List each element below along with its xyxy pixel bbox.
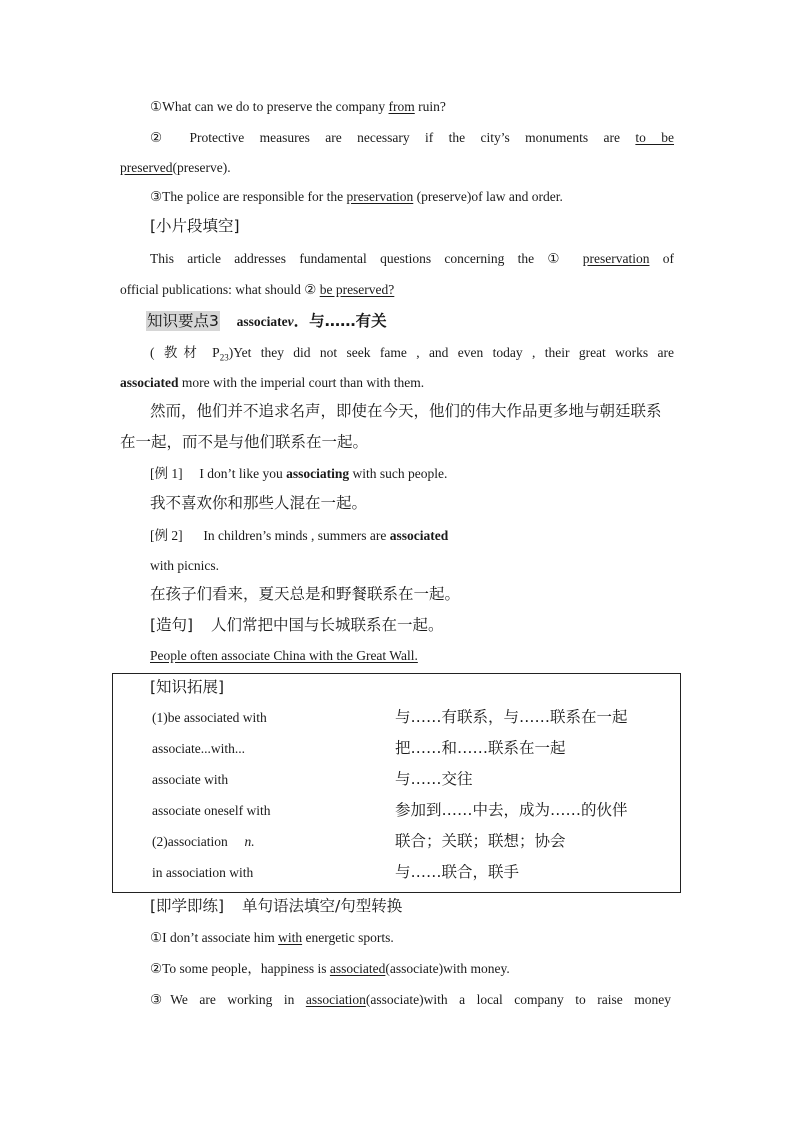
exercise-3 [150,188,563,206]
example-label: [例 1] [150,466,183,481]
make-sentence-answer: People often associate China with the Great Wall. [150,648,418,663]
practice-q3 [150,991,671,1009]
quote-source: ( 教材 P [150,345,220,360]
question-text: (associate)with a local company to raise money [365,992,672,1007]
answer-blank: from [388,99,415,114]
question-text: ①I don’t associate him [150,930,275,945]
exercise-text: ② Protective measures are necessary if the city’s monuments are [150,130,620,145]
fill-paragraph-label: [小片段填空] [150,217,240,235]
exercise-text: (preserve)of law and order. [416,189,563,204]
expansion-row-1-zh: 与……有联系，与……联系在一起 [395,708,628,726]
example-label: [例 2] [150,528,183,543]
make-sentence [150,616,444,634]
make-sentence-prompt: 人们常把中国与长城联系在一起。 [210,616,444,634]
expansion-row-6-en: in association with [152,865,254,880]
keyword-bold: associated [120,375,179,390]
keyword-bold: associating [286,466,350,481]
exercise-text: (preserve). [172,160,231,175]
expansion-row-3-zh: 与……交往 [395,770,473,788]
expansion-row-1-en: (1)be associated with [152,710,267,725]
expansion-row-3-en: associate with [152,772,229,787]
answer-blank: be preserved? [319,282,395,297]
textbook-quote-line2 [120,374,424,392]
point-tag: 知识要点3 [147,312,219,330]
expansion-row-6-zh: 与……联合，联手 [395,863,520,881]
exercise-text: ③The police are responsible for the [150,189,344,204]
translation-line2: 在一起，而不是与他们联系在一起。 [120,433,369,451]
quote-text: )Yet they did not seek fame , and even today , their great works are [228,345,674,360]
practice-title: [即学即练] [150,897,225,915]
example-text: I don’t like you [199,466,283,481]
exercise-2-line1 [150,129,674,147]
answer-blank: associated [329,961,386,976]
expansion-row-5-en [152,833,255,851]
question-text: (associate)with money. [385,961,510,976]
exercise-text: ①What can we do to preserve the company [150,99,386,114]
expansion-row-4-en: associate oneself with [152,803,271,818]
answer-blank: association [305,992,366,1007]
expansion-row-4-zh: 参加到……中去，成为……的伙伴 [395,801,628,819]
translation-line1: 然而，他们并不追求名声，即使在今天，他们的伟大作品更多地与朝廷联系 [150,402,662,420]
exercise-2-line2 [120,159,231,177]
answer-blank: preservation [346,189,414,204]
point-word: associate [236,314,288,329]
question-text: ③We are working in [150,992,295,1007]
textbook-quote-line1 [150,344,674,367]
paragraph-text: This article addresses fundamental questions concerning the ① [150,251,570,266]
expansion-row-5-zh: 联合；关联；联想；协会 [395,832,566,850]
make-sentence-label: [造句] [150,616,194,634]
part-of-speech: n. [244,834,255,849]
example-2-line2: with picnics. [150,558,219,573]
expansion-row-2-en: associate...with... [152,741,245,756]
answer-blank: preserved [120,160,173,175]
expansion-title: [知识拓展] [150,678,225,696]
example-1 [150,465,447,483]
point-pos: v [287,314,294,329]
example-2-translation: 在孩子们看来，夏天总是和野餐联系在一起。 [150,585,461,603]
quote-text: more with the imperial court than with them. [181,375,425,390]
question-text: ②To some people，happiness is [150,961,327,976]
paragraph-text: of [662,251,675,266]
answer-blank: preservation [582,251,650,266]
point-meaning: ．与……有关 [293,312,387,330]
fill-paragraph-line1 [150,250,674,268]
answer-blank: to be [635,130,675,145]
practice-heading [150,897,402,915]
practice-q1 [150,929,394,947]
example-text: with such people. [352,466,448,481]
paragraph-text: official publications: what should ② [120,282,317,297]
example-text: In children’s minds , summers are [203,528,387,543]
expansion-phrase: (2)association [152,834,228,849]
keyword-bold: associated [389,528,449,543]
page-subscript: 23 [219,352,229,363]
point-heading [146,312,387,331]
practice-subtitle: 单句语法填空/句型转换 [241,897,403,915]
exercise-text: ruin? [418,99,446,114]
example-1-translation: 我不喜欢你和那些人混在一起。 [150,494,368,512]
fill-paragraph-line2 [120,281,394,299]
practice-q2 [150,960,510,978]
question-text: energetic sports. [305,930,394,945]
expansion-row-2-zh: 把……和……联系在一起 [395,739,566,757]
exercise-1 [150,98,446,116]
answer-blank: with [278,930,303,945]
example-2 [150,527,448,545]
